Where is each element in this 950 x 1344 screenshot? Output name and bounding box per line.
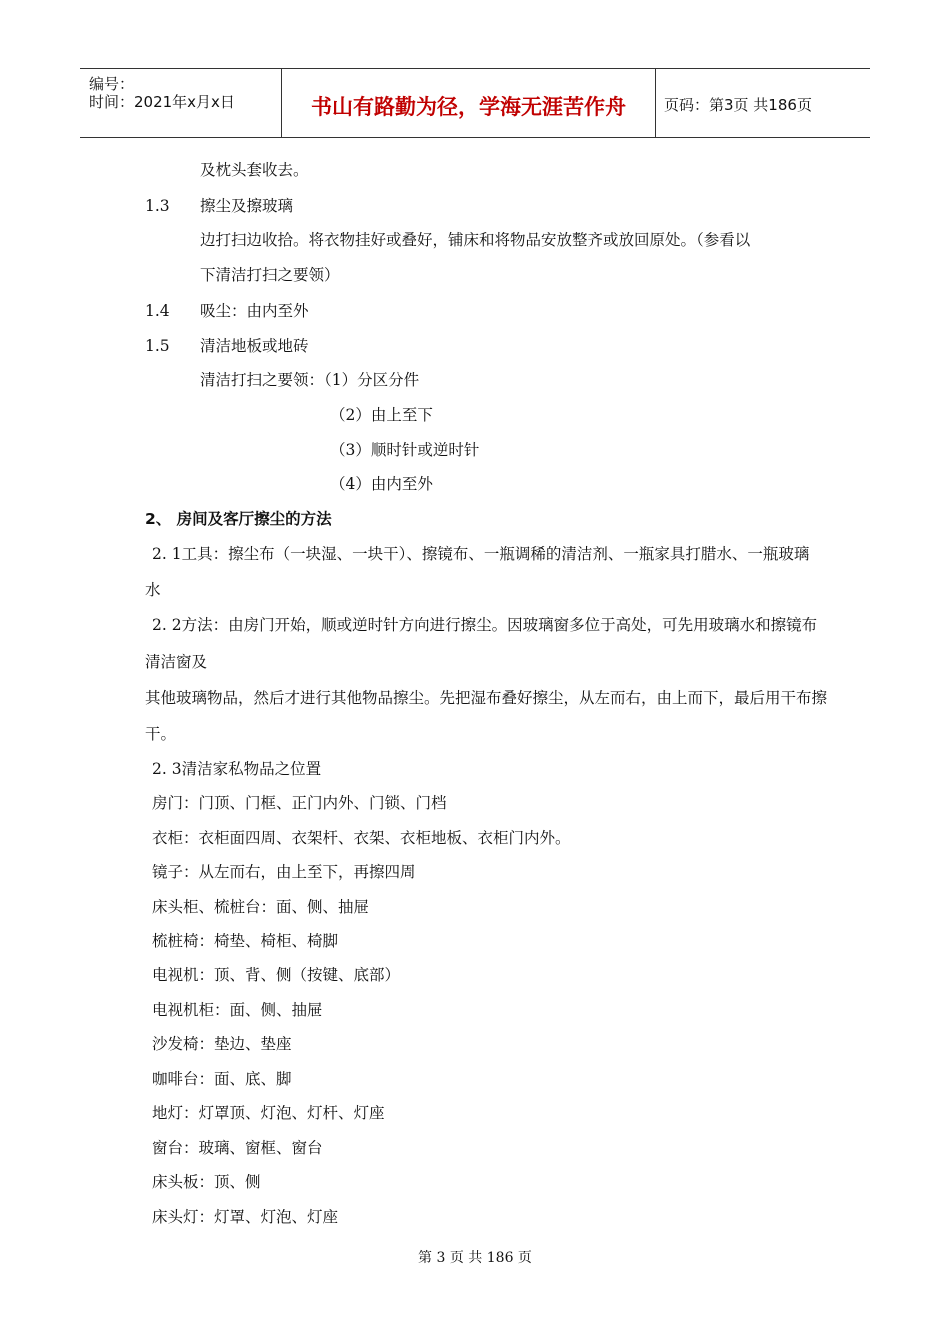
section-heading: 吸尘：由内至外 xyxy=(200,302,309,320)
text-line: 其他玻璃物品，然后才进行其他物品擦尘。先把湿布叠好擦尘，从左而右，由上而下，最后用干布擦 xyxy=(145,689,828,707)
text-line: 清洁打扫之要领：（1）分区分件 xyxy=(200,371,420,389)
text-line: （4）由内至外 xyxy=(330,475,433,493)
text-line: 下清洁打扫之要领） xyxy=(200,266,340,284)
list-item: 沙发椅：垫边、垫座 xyxy=(152,1035,292,1053)
page-number-label: 页码：第3页 共186页 xyxy=(664,96,812,114)
section-heading: 清洁地板或地砖 xyxy=(200,337,309,355)
section-number: 1.5 xyxy=(145,337,170,355)
serial-label: 编号： xyxy=(89,75,135,93)
page-header xyxy=(80,68,870,138)
list-item: 电视机：顶、背、侧（按键、底部） xyxy=(152,966,401,984)
list-item: 咖啡台：面、底、脚 xyxy=(152,1070,292,1088)
text-line: 2. 1工具：擦尘布（一块湿、一块干）、擦镜布、一瓶调稀的清洁剂、一瓶家具打腊水、一瓶玻璃 xyxy=(152,545,810,563)
section-heading: 擦尘及擦玻璃 xyxy=(200,197,294,215)
list-item: 床头柜、梳桩台：面、侧、抽屉 xyxy=(152,898,370,916)
list-item: 衣柜：衣柜面四周、衣架杆、衣架、衣柜地板、衣柜门内外。 xyxy=(152,829,571,847)
list-item: 房门：门顶、门框、正门内外、门锁、门档 xyxy=(152,794,447,812)
list-item: 床头板：顶、侧 xyxy=(152,1173,261,1191)
text-line: 2. 3清洁家私物品之位置 xyxy=(152,760,322,778)
text-line: 2. 2方法：由房门开始，顺或逆时针方向进行擦尘。因玻璃窗多位于高处，可先用玻璃水和擦镜布 xyxy=(152,616,818,634)
page-footer: 第 3 页 共 186 页 xyxy=(418,1250,532,1266)
list-item: 梳桩椅：椅垫、椅柜、椅脚 xyxy=(152,932,339,950)
text-line: 干。 xyxy=(145,725,177,743)
text-line: （3）顺时针或逆时针 xyxy=(330,441,480,459)
text-line: （2）由上至下 xyxy=(330,406,433,424)
header-center-cell xyxy=(281,69,656,137)
header-motto: 书山有路勤为径，学海无涯苦作舟 xyxy=(311,95,626,119)
text-line: 清洁窗及 xyxy=(145,653,208,671)
header-left-cell xyxy=(80,69,280,137)
text-line: 边打扫边收拾。将衣物挂好或叠好，铺床和将物品安放整齐或放回原处。（参看以 xyxy=(200,231,751,249)
chapter-heading: 2、 房间及客厅擦尘的方法 xyxy=(145,510,332,528)
header-right-cell xyxy=(655,69,870,137)
text-line: 及枕头套收去。 xyxy=(200,161,309,179)
section-number: 1.3 xyxy=(145,197,170,215)
list-item: 床头灯：灯罩、灯泡、灯座 xyxy=(152,1208,339,1226)
text-line: 水 xyxy=(145,581,161,599)
list-item: 电视机柜：面、侧、抽屉 xyxy=(152,1001,323,1019)
list-item: 窗台：玻璃、窗框、窗台 xyxy=(152,1139,323,1157)
time-label: 时间：2021年x月x日 xyxy=(89,93,235,111)
list-item: 镜子：从左而右，由上至下，再擦四周 xyxy=(152,863,416,881)
section-number: 1.4 xyxy=(145,302,170,320)
list-item: 地灯：灯罩顶、灯泡、灯杆、灯座 xyxy=(152,1104,385,1122)
